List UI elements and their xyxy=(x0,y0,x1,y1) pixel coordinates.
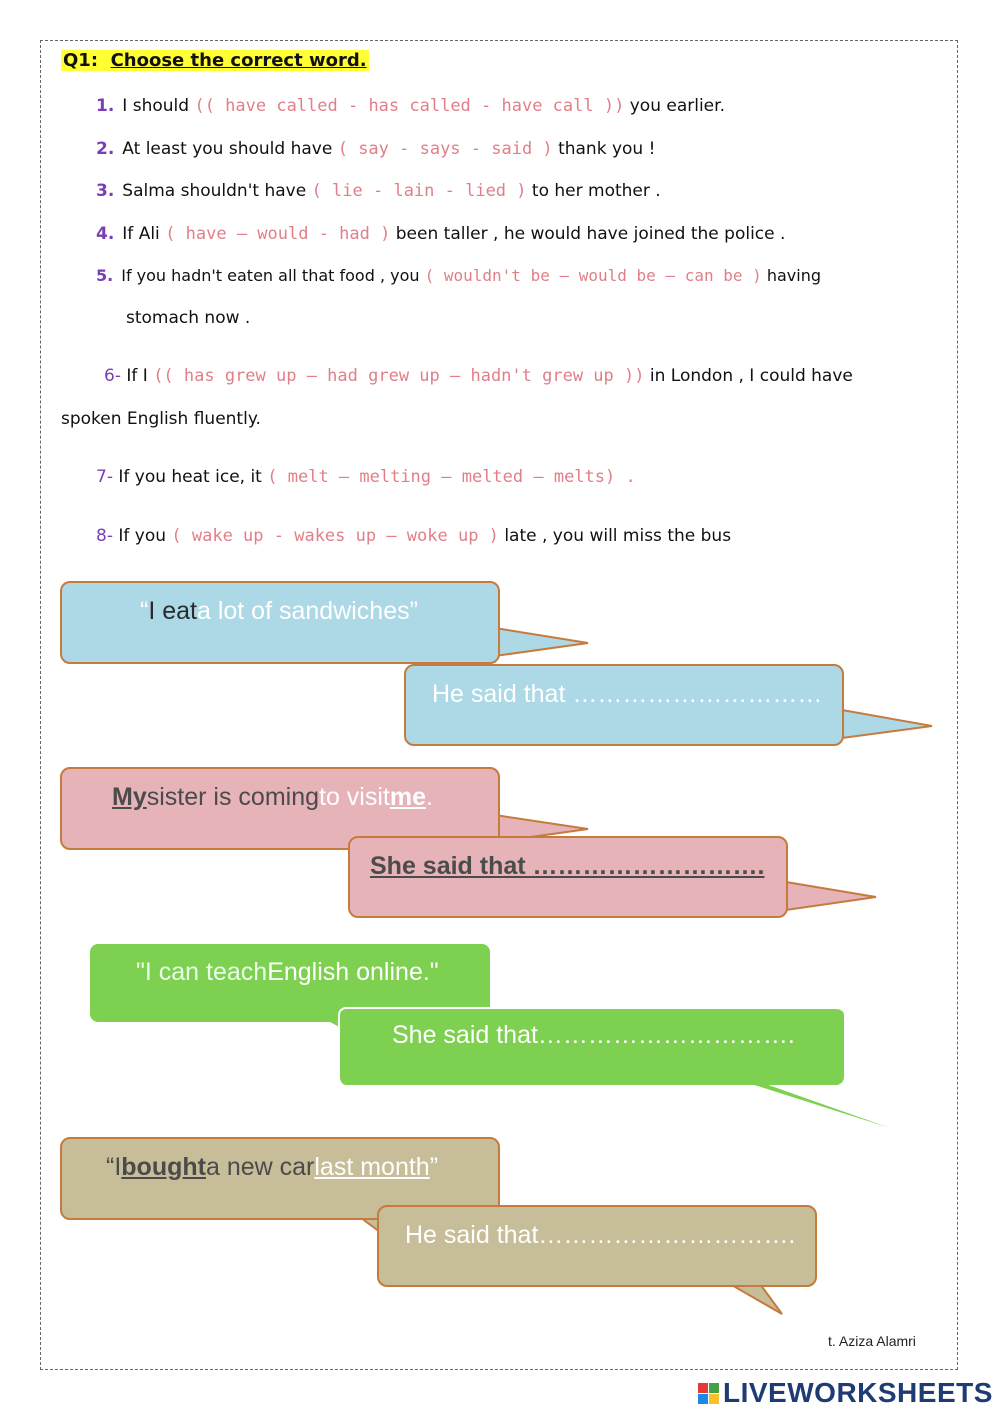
speech-bubble-2: My sister is coming to visit me . xyxy=(60,767,500,850)
options-7[interactable]: ( melt – melting – melted – melts) . xyxy=(267,467,636,487)
item-2: 2. At least you should have ( say - says - said ) thank you ! xyxy=(96,139,656,159)
item-7: 7- If you heat ice, it ( melt – melting – melted – melts) . xyxy=(96,467,636,487)
options-5[interactable]: ( wouldn't be – would be – can be ) xyxy=(424,266,762,285)
item-1: 1. I should (( have called - has called - have call )) you earlier. xyxy=(96,96,725,116)
question-title: Q1: Choose the correct word. xyxy=(63,50,367,71)
tail-pink-2 xyxy=(786,882,876,910)
liveworksheets-logo[interactable]: LIVEWORKSHEETS xyxy=(698,1378,993,1408)
answer-bubble-2[interactable]: She said that ………………………. xyxy=(348,836,788,918)
speech-bubble-4: “I bought a new car last month ” xyxy=(60,1137,500,1220)
item-6: 6- If I (( has grew up – had grew up – hadn't grew up )) in London , I could have xyxy=(104,366,853,386)
options-1[interactable]: (( have called - has called - have call )) xyxy=(194,96,625,116)
options-6[interactable]: (( has grew up – had grew up – hadn't grew up )) xyxy=(153,366,645,386)
tail-blue-2 xyxy=(842,710,932,738)
options-3[interactable]: ( lie - lain - lied ) xyxy=(311,181,527,201)
tail-blue-1 xyxy=(495,628,588,656)
tail-tan-2 xyxy=(730,1284,782,1314)
item-3: 3. Salma shouldn't have ( lie - lain - lied ) to her mother . xyxy=(96,181,661,201)
item-5-continuation: stomach now . xyxy=(126,308,251,328)
item-6-continuation: spoken English fluently. xyxy=(61,409,261,429)
speech-bubble-3: "I can teach English online." xyxy=(90,944,490,1022)
item-5: 5. If you hadn't eaten all that food , you ( wouldn't be – would be – can be ) having xyxy=(96,266,822,285)
options-4[interactable]: ( have – would - had ) xyxy=(165,224,391,244)
item-8: 8- If you ( wake up - wakes up – woke up ) late , you will miss the bus xyxy=(96,526,732,546)
answer-bubble-1[interactable]: He said that ………………………… xyxy=(404,664,844,746)
speech-bubble-1: “ I eat a lot of sandwiches” xyxy=(60,581,500,664)
answer-bubble-4[interactable]: He said that…………………………. xyxy=(377,1205,817,1287)
author-credit: t. Aziza Alamri xyxy=(828,1333,916,1349)
options-2[interactable]: ( say - says - said ) xyxy=(337,139,553,159)
options-8[interactable]: ( wake up - wakes up – woke up ) xyxy=(171,526,499,546)
tail-green-2 xyxy=(745,1082,890,1128)
answer-bubble-3[interactable]: She said that…………………………. xyxy=(338,1007,844,1085)
item-4: 4. If Ali ( have – would - had ) been taller , he would have joined the police . xyxy=(96,224,786,244)
logo-mark-icon xyxy=(698,1383,719,1404)
